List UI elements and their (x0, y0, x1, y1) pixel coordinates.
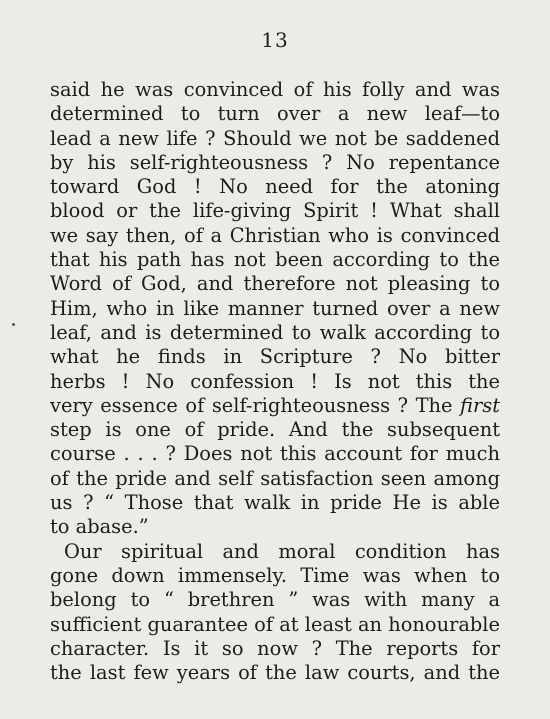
text-line: that his path has not been according to the (50, 248, 500, 272)
text-line: by his self-righteousness ? No repentance (50, 150, 500, 174)
text-line: determined to turn over a new leaf—to (50, 102, 500, 126)
text-line: the last few years of the law courts, and the (50, 661, 500, 685)
scan-speck (12, 323, 15, 326)
text-line: leaf, and is determined to walk according to (50, 320, 500, 344)
text-line: course . . . ? Does not this account for much (50, 442, 500, 466)
text-line: to abase.” (50, 515, 149, 539)
page-number: 13 (261, 28, 289, 52)
text-line: of the pride and self satisfaction seen among (50, 466, 500, 490)
text-line: we say then, of a Christian who is convinced (50, 223, 500, 247)
text-line: lead a new life ? Should we not be saddened (50, 126, 500, 150)
text-line: Our spiritual and moral condition has (64, 539, 500, 563)
text-line: sufficient guarantee of at least an honourable (50, 612, 500, 636)
text-line: herbs ! No confession ! Is not this the (50, 369, 500, 393)
text-line: belong to “ brethren ” was with many a (50, 588, 500, 612)
text-line: gone down immensely. Time was when to (50, 563, 500, 587)
text-line: very essence of self-righteousness ? The first (50, 393, 500, 417)
text-line: blood or the life-giving Spirit ! What shall (50, 199, 500, 223)
text-line: what he finds in Scripture ? No bitter (50, 345, 500, 369)
body-text (50, 78, 500, 685)
text-line: character. Is it so now ? The reports for (50, 636, 500, 660)
text-line: toward God ! No need for the atoning (50, 175, 500, 199)
text-line: us ? “ Those that walk in pride He is able (50, 491, 500, 515)
text-line: step is one of pride. And the subsequent (50, 418, 500, 442)
text-line: Word of God, and therefore not pleasing to (50, 272, 500, 296)
emphasis-word: first (460, 393, 500, 417)
text-line: said he was convinced of his folly and was (50, 78, 500, 101)
text-line: Him, who in like manner turned over a new (50, 296, 500, 320)
